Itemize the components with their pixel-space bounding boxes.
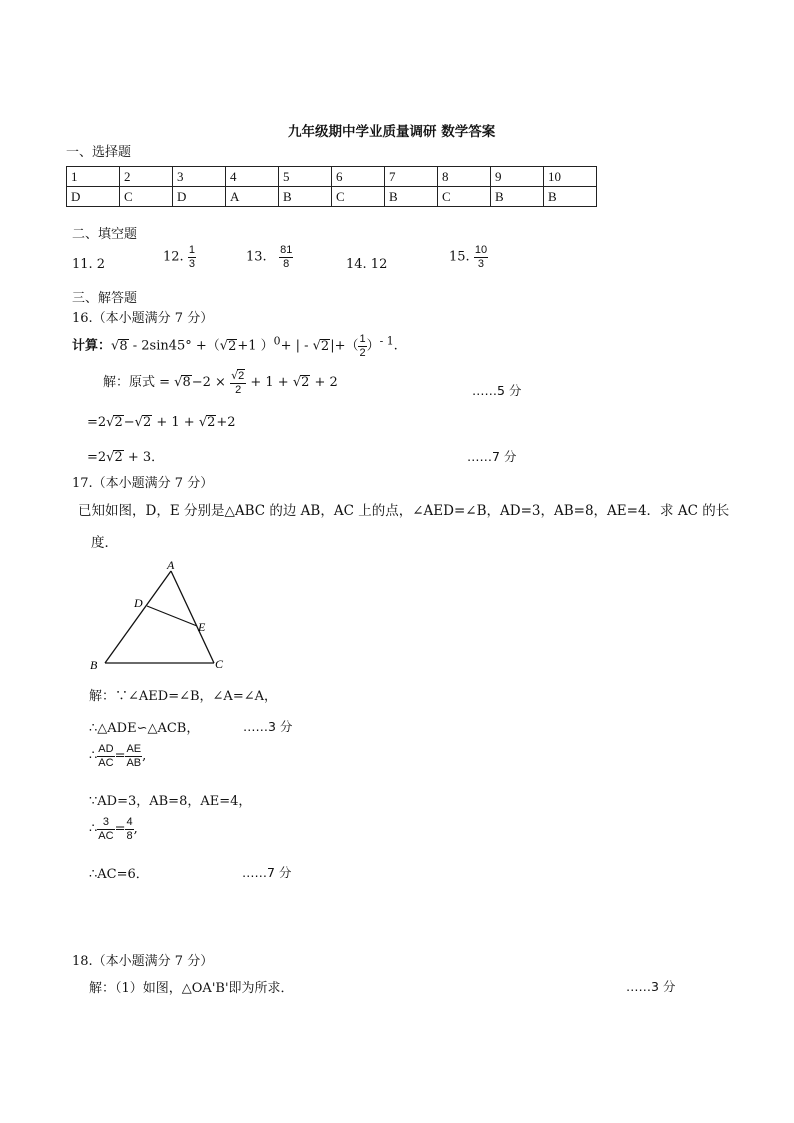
side-ab (105, 571, 171, 663)
segment-de (147, 606, 197, 626)
page-title: 九年级期中学业质量调研 数学答案 (288, 124, 496, 140)
q17-solution-step1: 解：∵∠AED=∠B，∠A=∠A， (89, 689, 277, 704)
table-cell: 5 (279, 167, 332, 187)
denominator: AB (126, 756, 142, 769)
numerator: 4 (126, 816, 133, 828)
denominator: 8 (283, 257, 290, 270)
table-cell: 9 (491, 167, 544, 187)
answer-q14: 14. 12 (346, 257, 388, 272)
q16-header: 16.（本小题满分 7 分） (72, 311, 214, 326)
table-cell: 2 (120, 167, 173, 187)
fraction (125, 743, 142, 769)
numerator: 3 (97, 816, 114, 830)
point-label-e: E (198, 620, 206, 634)
point-label-a: A (167, 558, 175, 572)
numerator: 10 (474, 244, 488, 256)
score-marker: ……5 分 (472, 383, 522, 398)
score-marker: ……7 分 (467, 449, 517, 464)
table-cell: 1 (67, 167, 120, 187)
q18-solution-step1: 解：（1）如图，△OA'B'即为所求． (89, 981, 294, 996)
table-cell: D (173, 187, 226, 207)
section-fill-heading: 二、填空题 (72, 227, 138, 242)
fraction (279, 244, 293, 270)
table-cell: 3 (173, 167, 226, 187)
q17-solution-step2: ∴△ADE∽△ACB， (89, 721, 200, 736)
q16-problem: 计算：√8 - 2sin45° +（√2+1 ）$^0$+ | - √2|+（ $\frac{1}{2}$ ）$^{- 1}$. (72, 333, 398, 359)
table-cell: 10 (544, 167, 597, 187)
score-marker: ……7 分 (242, 865, 292, 880)
point-label-c: C (215, 657, 224, 671)
table-cell: C (332, 187, 385, 207)
table-cell: B (544, 187, 597, 207)
q17-solution-step3: ∴ $\frac{AD}{AC}$ = $\frac{AE}{AB}$ , (89, 743, 147, 769)
table-cell: 8 (438, 167, 491, 187)
q16-step3: =2√2 + 3． (87, 450, 165, 465)
table-cell: 6 (332, 167, 385, 187)
fraction (97, 816, 114, 842)
denominator: 8 (126, 829, 133, 842)
fraction (97, 743, 114, 769)
q17-problem-line2: 度． (91, 535, 118, 551)
answer-table-answer-row (67, 187, 597, 207)
point-label-d: D (134, 596, 143, 610)
table-cell: B (491, 187, 544, 207)
fraction: $\frac{√2}{2}$ (231, 369, 245, 396)
q18-header: 18.（本小题满分 7 分） (72, 954, 214, 969)
numerator: AD (98, 743, 114, 755)
denominator: AC (98, 829, 114, 842)
score-marker: ……3 分 (243, 719, 293, 734)
table-cell: A (226, 187, 279, 207)
fraction (474, 244, 488, 270)
answer-q13 (246, 244, 293, 270)
calc-label: 计算： (72, 338, 112, 354)
numerator: 81 (280, 244, 293, 256)
answer-q12 (163, 244, 196, 270)
q17-problem-line1: 已知如图，D，E 分别是△ABC 的边 AB，AC 上的点，∠AED=∠B，AD=3，AB=8，AE=4．求 AC 的长 (78, 503, 730, 519)
table-cell: C (120, 187, 173, 207)
question-number: 12. (163, 249, 184, 265)
q16-step1: 解：原式 = √8−2 × $\frac{√2}{2}$ + 1 + √2 + 2 (103, 369, 338, 396)
numerator: AE (126, 743, 142, 755)
answer-table (66, 166, 597, 207)
denominator: AC (98, 756, 114, 769)
point-label-b: B (90, 658, 98, 672)
q17-solution-step5: ∴ $\frac{3}{AC}$ = $\frac{4}{8}$ , (89, 816, 138, 842)
score-marker: ……3 分 (626, 979, 676, 994)
triangle-figure (80, 555, 240, 675)
q17-header: 17.（本小题满分 7 分） (72, 476, 214, 491)
table-cell: D (67, 187, 120, 207)
fraction (125, 816, 133, 842)
answer-table-number-row (67, 167, 597, 187)
numerator: 1 (188, 244, 195, 256)
table-cell: B (279, 187, 332, 207)
table-cell: 4 (226, 167, 279, 187)
question-number: 13. (246, 249, 267, 265)
q16-step2: =2√2−√2 + 1 + √2+2 (87, 415, 236, 430)
q17-solution-step6: ∴AC=6． (89, 867, 149, 882)
fraction (188, 244, 196, 270)
answer-q11: 11. 2 (72, 257, 106, 272)
section-solve-heading: 三、解答题 (72, 291, 138, 306)
section-choice-heading: 一、选择题 (66, 145, 132, 160)
table-cell: 7 (385, 167, 438, 187)
denominator: 3 (477, 257, 485, 270)
question-number: 15. (449, 249, 470, 265)
step-label: 解：原式 = (103, 375, 171, 391)
side-ac (171, 571, 214, 663)
answer-q15 (449, 244, 488, 270)
table-cell: C (438, 187, 491, 207)
fraction: $\frac{1}{2}$ (359, 333, 366, 359)
denominator: 3 (188, 257, 195, 270)
q17-solution-step4: ∵AD=3，AB=8，AE=4， (89, 794, 252, 809)
table-cell: B (385, 187, 438, 207)
